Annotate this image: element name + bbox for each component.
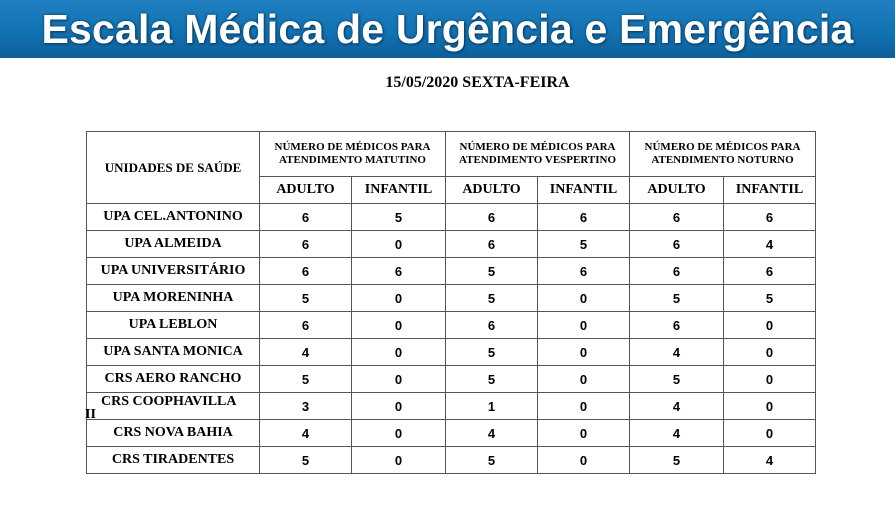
value-cell: 0	[538, 312, 630, 339]
value-cell: 6	[446, 204, 538, 231]
table-row	[87, 393, 816, 420]
value-cell: 4	[446, 420, 538, 447]
unit-name: UPA MORENINHA	[87, 285, 260, 312]
value-cell: 6	[260, 204, 352, 231]
value-cell: 5	[630, 285, 724, 312]
banner	[0, 0, 895, 58]
value-cell: 0	[352, 393, 446, 420]
value-cell: 0	[538, 339, 630, 366]
table-row	[87, 339, 816, 366]
value-cell: 5	[724, 285, 816, 312]
unit-name-line1: CRS COOPHAVILLA	[101, 394, 237, 409]
value-cell: 6	[260, 258, 352, 285]
value-cell: 0	[724, 339, 816, 366]
value-cell: 6	[538, 258, 630, 285]
value-cell: 4	[724, 231, 816, 258]
value-cell: 0	[352, 285, 446, 312]
value-cell: 3	[260, 393, 352, 420]
subheader-adulto: ADULTO	[260, 177, 352, 204]
unit-name: UPA SANTA MONICA	[87, 339, 260, 366]
unit-name: UPA ALMEIDA	[87, 231, 260, 258]
table-row	[87, 447, 816, 474]
value-cell: 6	[538, 204, 630, 231]
value-cell: 0	[538, 366, 630, 393]
table-row	[87, 285, 816, 312]
header-row	[87, 132, 816, 177]
subheader-infantil: INFANTIL	[352, 177, 446, 204]
table-row	[87, 366, 816, 393]
value-cell: 6	[630, 231, 724, 258]
value-cell: 6	[724, 204, 816, 231]
banner-title: Escala Médica de Urgência e Emergência	[41, 6, 854, 52]
value-cell: 0	[352, 339, 446, 366]
shift-header-vespertino: NÚMERO DE MÉDICOS PARA ATENDIMENTO VESPERTINO	[446, 132, 630, 177]
value-cell: 5	[446, 339, 538, 366]
value-cell: 5	[260, 285, 352, 312]
unit-name: CRS AERO RANCHO	[87, 366, 260, 393]
value-cell: 5	[446, 285, 538, 312]
unit-name: CRS NOVA BAHIA	[87, 420, 260, 447]
unit-name-line2: II	[85, 407, 96, 422]
unit-name: CRS TIRADENTES	[87, 447, 260, 474]
table-row	[87, 312, 816, 339]
value-cell: 0	[724, 312, 816, 339]
value-cell: 0	[724, 366, 816, 393]
unit-name	[87, 393, 260, 420]
value-cell: 0	[724, 393, 816, 420]
schedule-table	[86, 131, 816, 474]
value-cell: 4	[260, 339, 352, 366]
value-cell: 0	[352, 420, 446, 447]
value-cell: 0	[352, 231, 446, 258]
value-cell: 4	[630, 339, 724, 366]
value-cell: 0	[538, 420, 630, 447]
value-cell: 5	[260, 366, 352, 393]
value-cell: 4	[630, 393, 724, 420]
value-cell: 6	[446, 231, 538, 258]
value-cell: 6	[630, 204, 724, 231]
value-cell: 5	[446, 366, 538, 393]
value-cell: 6	[630, 258, 724, 285]
value-cell: 4	[260, 420, 352, 447]
units-header: UNIDADES DE SAÚDE	[87, 132, 260, 204]
subheader-infantil: INFANTIL	[724, 177, 816, 204]
value-cell: 0	[352, 366, 446, 393]
table-row	[87, 231, 816, 258]
value-cell: 5	[538, 231, 630, 258]
unit-name: UPA UNIVERSITÁRIO	[87, 258, 260, 285]
subheader-infantil: INFANTIL	[538, 177, 630, 204]
subheader-adulto: ADULTO	[446, 177, 538, 204]
value-cell: 1	[446, 393, 538, 420]
value-cell: 5	[446, 447, 538, 474]
value-cell: 6	[352, 258, 446, 285]
value-cell: 6	[446, 312, 538, 339]
value-cell: 6	[260, 231, 352, 258]
value-cell: 5	[352, 204, 446, 231]
unit-name: UPA CEL.ANTONINO	[87, 204, 260, 231]
table-row	[87, 204, 816, 231]
value-cell: 5	[260, 447, 352, 474]
value-cell: 4	[724, 447, 816, 474]
date-heading: 15/05/2020 SEXTA-FEIRA	[385, 74, 570, 91]
subheader-adulto: ADULTO	[630, 177, 724, 204]
unit-name: UPA LEBLON	[87, 312, 260, 339]
value-cell: 5	[630, 366, 724, 393]
value-cell: 5	[446, 258, 538, 285]
value-cell: 0	[352, 447, 446, 474]
value-cell: 0	[538, 285, 630, 312]
table-row	[87, 258, 816, 285]
value-cell: 5	[630, 447, 724, 474]
value-cell: 0	[352, 312, 446, 339]
shift-header-matutino: NÚMERO DE MÉDICOS PARA ATENDIMENTO MATUTINO	[260, 132, 446, 177]
value-cell: 0	[724, 420, 816, 447]
value-cell: 4	[630, 420, 724, 447]
value-cell: 6	[724, 258, 816, 285]
value-cell: 6	[260, 312, 352, 339]
table-row	[87, 420, 816, 447]
value-cell: 6	[630, 312, 724, 339]
shift-header-noturno: NÚMERO DE MÉDICOS PARA ATENDIMENTO NOTURNO	[630, 132, 816, 177]
value-cell: 0	[538, 447, 630, 474]
value-cell: 0	[538, 393, 630, 420]
